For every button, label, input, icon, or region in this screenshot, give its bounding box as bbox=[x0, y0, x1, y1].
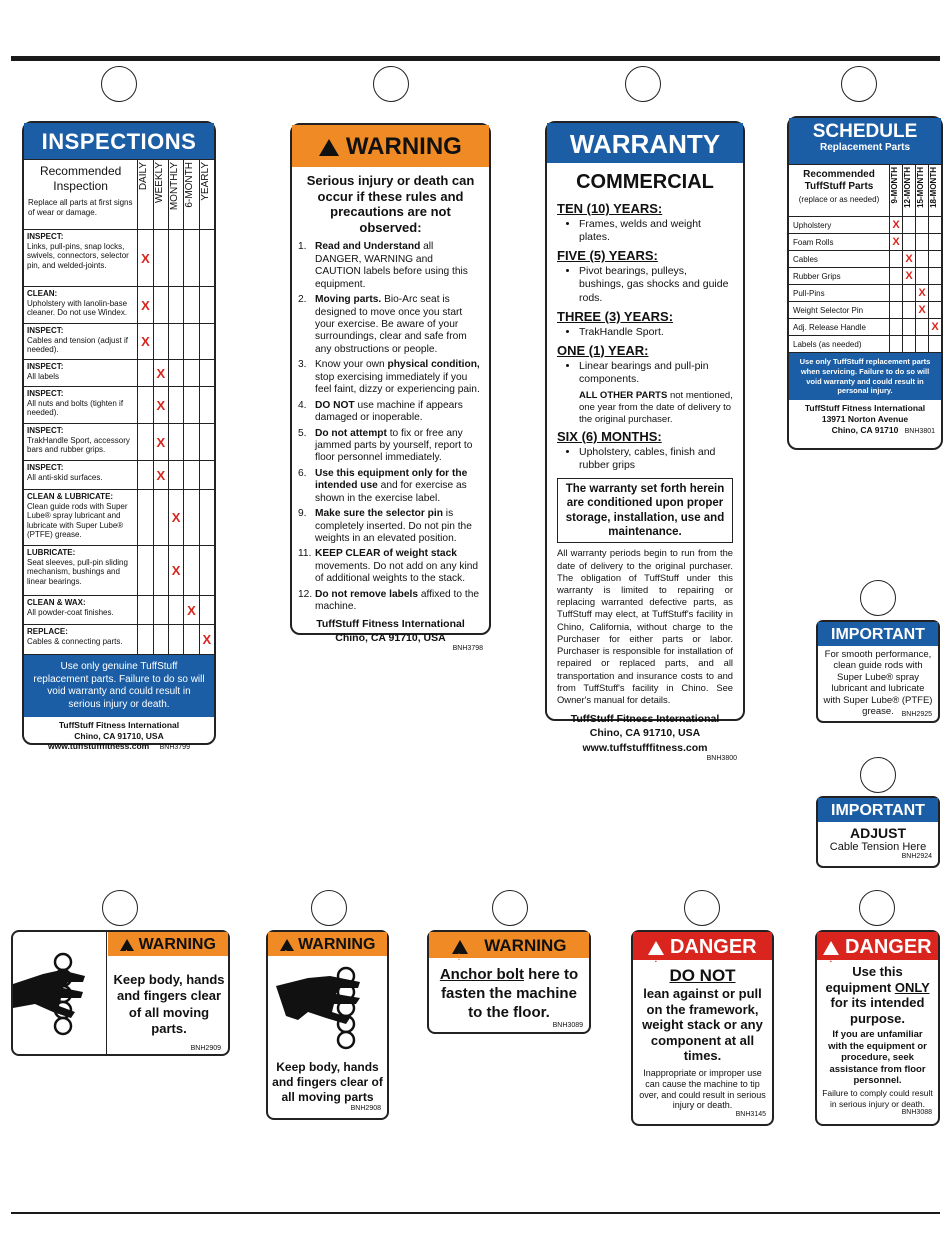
danger-lean-title: DO NOT bbox=[669, 966, 736, 985]
rule-text: affixed to the machine. bbox=[315, 588, 480, 613]
warning-body-tall-code: BNH2908 bbox=[350, 1105, 381, 1112]
table-row bbox=[24, 424, 214, 461]
row-label: CLEAN & WAX: bbox=[27, 598, 86, 607]
warning-rules-label bbox=[290, 123, 491, 652]
warranty-section-list bbox=[557, 265, 733, 304]
warning-rules-intro: Serious injury or death can occur if these rules and precautions are not observed: bbox=[306, 173, 475, 235]
row-text: Seat sleeves, pull-pin sliding mechanism, bushings and linear bearings. bbox=[27, 557, 128, 586]
danger-use-label bbox=[815, 930, 940, 1126]
inspections-address: Chino, CA 91710, USA bbox=[74, 730, 164, 741]
table-row bbox=[24, 596, 214, 625]
check-mark: X bbox=[202, 632, 212, 647]
check-mark: X bbox=[156, 397, 166, 413]
rule-text: all DANGER, WARNING and CAUTION labels before using this equipment. bbox=[315, 241, 468, 290]
rule-bold-text: Do not attempt bbox=[315, 427, 387, 439]
callout-circle bbox=[841, 66, 877, 102]
rule-bold-text: Do not remove labels bbox=[315, 588, 419, 600]
rule-number: 11. bbox=[298, 548, 312, 560]
rule-item bbox=[298, 294, 481, 356]
warranty-section-item: • Upholstery, cables, finish and rubber grips bbox=[579, 446, 733, 472]
danger-use-text-b: for its intended purpose. bbox=[830, 995, 925, 1026]
warranty-section-title: TEN (10) YEARS: bbox=[557, 201, 663, 216]
warranty-extra-text: not mentioned, one year from the date of delivery to the original purchaser. bbox=[579, 390, 733, 425]
table-row bbox=[24, 625, 214, 655]
rule-number: 1. bbox=[298, 241, 307, 253]
rule-bold-text: DO NOT bbox=[315, 399, 355, 411]
table-row bbox=[789, 217, 941, 234]
inspections-title: INSPECTIONS bbox=[24, 123, 214, 159]
table-row bbox=[24, 546, 214, 596]
schedule-label bbox=[787, 116, 943, 450]
danger-use-code: BNH3088 bbox=[901, 1108, 932, 1116]
row-label: Foam Rolls bbox=[789, 234, 890, 251]
callout-circle bbox=[625, 66, 661, 102]
warning-anchor-label bbox=[427, 930, 591, 1034]
table-row bbox=[24, 387, 214, 424]
rule-item bbox=[298, 428, 481, 465]
row-label: INSPECT: bbox=[27, 232, 64, 241]
rule-number: 3. bbox=[298, 359, 307, 371]
rule-bold-text: Make sure the selector pin bbox=[315, 508, 443, 520]
schedule-header-title: Recommended TuffStuff Parts bbox=[803, 169, 875, 192]
column-header-9-month: 9-MONTH bbox=[890, 167, 899, 204]
row-text: Cables & connecting parts. bbox=[27, 636, 123, 646]
inspections-header-title: Recommended Inspection bbox=[39, 164, 122, 193]
callout-circle bbox=[492, 890, 528, 926]
schedule-code: BNH3801 bbox=[904, 428, 935, 436]
rule-text: Know your own bbox=[315, 359, 388, 371]
check-mark: X bbox=[156, 467, 166, 483]
warranty-section-title: THREE (3) YEARS: bbox=[557, 308, 674, 324]
warranty-code: BNH3800 bbox=[706, 754, 737, 762]
important-adjust-code: BNH2924 bbox=[901, 853, 932, 860]
row-label: INSPECT: bbox=[27, 426, 64, 435]
warranty-section-item: • Frames, welds and weight plates. bbox=[579, 218, 733, 244]
check-mark: X bbox=[141, 250, 150, 266]
row-label: Adj. Release Handle bbox=[789, 319, 890, 336]
column-header-15-month: 15-MONTH bbox=[916, 167, 925, 208]
callout-circle bbox=[101, 66, 137, 102]
callout-circle bbox=[684, 890, 720, 926]
important-adjust-title: ADJUST bbox=[849, 825, 906, 841]
column-header-18-month: 18-MONTH bbox=[929, 167, 938, 208]
check-mark: X bbox=[156, 365, 166, 381]
warning-anchor-header: WARNING bbox=[484, 936, 567, 955]
danger-triangle-icon: ! bbox=[823, 941, 839, 955]
warranty-header: WARRANTY bbox=[547, 123, 743, 163]
warning-rules-company: TuffStuff Fitness International bbox=[316, 617, 465, 630]
danger-use-small: Failure to comply could result in serious injury or death. bbox=[822, 1088, 933, 1109]
important-lube-label bbox=[816, 620, 940, 723]
hand-pinch-icon bbox=[13, 932, 107, 1054]
row-label: CLEAN: bbox=[27, 289, 58, 298]
danger-lean-code: BNH3145 bbox=[735, 1111, 766, 1119]
schedule-address2: Chino, CA 91710 bbox=[831, 425, 899, 436]
row-label: Weight Selector Pin bbox=[789, 302, 890, 319]
danger-lean-label bbox=[631, 930, 774, 1126]
danger-triangle-icon: ! bbox=[648, 941, 664, 955]
rule-text: to fix or free any jammed parts by yourself, report to floor personnel immediately. bbox=[315, 427, 473, 464]
check-mark: X bbox=[141, 334, 150, 349]
column-header-12-month: 12-MONTH bbox=[903, 167, 912, 208]
rule-item bbox=[298, 589, 481, 614]
callout-circle bbox=[102, 890, 138, 926]
rule-text: is completely inserted. Do not pin the weights in an elevated position. bbox=[315, 508, 472, 544]
row-label: INSPECT: bbox=[27, 389, 64, 398]
row-label: INSPECT: bbox=[27, 463, 64, 472]
rule-number: 6. bbox=[298, 467, 307, 479]
danger-use-text-a: Use this equipment bbox=[825, 964, 903, 995]
row-label: Upholstery bbox=[789, 217, 890, 234]
table-row bbox=[24, 230, 214, 287]
warranty-address: Chino, CA 91710, USA bbox=[589, 727, 701, 740]
warranty-company: TuffStuff Fitness International bbox=[570, 713, 720, 726]
rule-text: Bio-Arc seat is designed to move once you start your exercise. Be aware of your surroundings, clear and safe from any obstructions or people. bbox=[315, 294, 467, 355]
column-header-yearly: YEARLY bbox=[199, 162, 211, 201]
warning-body-tall-header: WARNING bbox=[298, 936, 376, 953]
warning-rules-header-text: WARNING bbox=[345, 133, 462, 160]
warning-triangle-icon: ! bbox=[319, 139, 339, 156]
important-lube-header: IMPORTANT bbox=[818, 622, 938, 646]
row-label: Pull-Pins bbox=[789, 285, 890, 302]
check-mark: X bbox=[905, 270, 913, 282]
check-mark: X bbox=[141, 297, 150, 313]
inspections-header-cell bbox=[24, 160, 138, 230]
table-row bbox=[24, 461, 214, 490]
important-adjust-text: Cable Tension Here bbox=[829, 841, 927, 853]
warning-body-wide-label bbox=[11, 930, 230, 1056]
warranty-section-item: • Pivot bearings, pulleys, bushings, gas shocks and guide rods. bbox=[579, 265, 733, 304]
schedule-footer-warning: Use only TuffStuff replacement parts when servicing. Failure to do so will void warranty and could result in personal injury. bbox=[789, 353, 941, 400]
table-row bbox=[789, 302, 941, 319]
check-mark: X bbox=[171, 563, 181, 578]
rule-text: movements. Do not add on any kind of additional weights to the stack. bbox=[315, 560, 479, 585]
important-lube-code: BNH2925 bbox=[901, 711, 932, 719]
schedule-company: TuffStuff Fitness International bbox=[804, 403, 926, 413]
inspections-label bbox=[22, 121, 216, 752]
check-mark: X bbox=[892, 236, 900, 248]
warranty-section-list bbox=[557, 218, 733, 244]
table-row bbox=[789, 251, 941, 268]
column-header-6-month: 6-MONTH bbox=[184, 162, 196, 208]
rule-item bbox=[298, 359, 481, 396]
rule-number: 12. bbox=[298, 588, 313, 600]
check-mark: X bbox=[918, 304, 926, 316]
inspections-company: TuffStuff Fitness International bbox=[58, 720, 180, 730]
check-mark: X bbox=[156, 434, 166, 450]
callout-circle bbox=[311, 890, 347, 926]
table-row bbox=[789, 268, 941, 285]
row-label: REPLACE: bbox=[27, 627, 68, 636]
warranty-website: www.tuffstufffitness.com bbox=[582, 741, 708, 754]
warranty-extra-bold: ALL OTHER PARTS bbox=[579, 390, 668, 401]
schedule-header-note: (replace or as needed) bbox=[798, 195, 880, 204]
check-mark: X bbox=[187, 602, 196, 618]
schedule-header bbox=[789, 118, 941, 164]
warranty-section-title: ONE (1) YEAR: bbox=[557, 342, 649, 358]
important-adjust-label bbox=[816, 796, 940, 868]
rule-item bbox=[298, 548, 481, 585]
callout-circle bbox=[860, 757, 896, 793]
rule-bold-text: physical condition, bbox=[387, 359, 480, 371]
warning-triangle-icon: ! bbox=[452, 940, 468, 954]
row-label: CLEAN & LUBRICATE: bbox=[27, 492, 114, 501]
row-text: TrakHandle Sport, accessory bars and rubber grips. bbox=[27, 435, 130, 455]
warning-rules-address: Chino, CA 91710, USA bbox=[335, 631, 446, 644]
check-mark: X bbox=[918, 287, 926, 299]
warning-rules-header bbox=[292, 125, 489, 171]
warranty-conditions-box: The warranty set forth herein are conditioned upon proper storage, installation, use and maintenance. bbox=[557, 478, 733, 544]
rule-bold-text: Read and Understand bbox=[315, 241, 421, 253]
rule-item bbox=[298, 400, 481, 425]
callout-circle bbox=[859, 890, 895, 926]
callout-circle bbox=[860, 580, 896, 616]
rule-item bbox=[298, 241, 481, 291]
rule-number: 4. bbox=[298, 399, 307, 411]
warranty-label bbox=[545, 121, 745, 762]
callout-circle bbox=[373, 66, 409, 102]
row-label: Cables bbox=[789, 251, 890, 268]
table-row bbox=[24, 324, 214, 360]
rule-text: stop exercising immediately if you feel faint, dizzy or experiencing pain. bbox=[315, 371, 480, 396]
row-text: All nuts and bolts (tighten if needed). bbox=[27, 398, 124, 418]
schedule-subtitle: Replacement Parts bbox=[819, 141, 911, 153]
bottom-rule bbox=[11, 1212, 940, 1214]
row-text: Links, pull-pins, snap locks, swivels, connectors, selector pin, and welded-joints. bbox=[27, 241, 129, 270]
danger-lean-text: lean against or pull on the framework, weight stack or any component at all times. bbox=[642, 986, 763, 1064]
top-rule bbox=[11, 56, 940, 61]
warning-anchor-code: BNH3089 bbox=[552, 1022, 583, 1030]
warning-body-wide-header: WARNING bbox=[138, 936, 216, 953]
row-label: INSPECT: bbox=[27, 362, 64, 371]
inspections-footer-warning: Use only genuine TuffStuff replacement parts. Failure to do so will void warranty and could result in serious injury or death. bbox=[24, 655, 214, 717]
row-label: INSPECT: bbox=[27, 326, 64, 335]
important-adjust-header: IMPORTANT bbox=[818, 798, 938, 822]
warning-body-tall-text: Keep body, hands and fingers clear of all moving parts bbox=[272, 1060, 383, 1104]
warranty-section-list bbox=[557, 360, 733, 386]
column-header-weekly: WEEKLY bbox=[153, 162, 165, 203]
table-row bbox=[24, 287, 214, 324]
warning-anchor-text-underlined: Anchor bolt bbox=[439, 966, 524, 983]
warranty-body: All warranty periods begin to run from the date of delivery to the original purchaser. The obligation of TuffStuff under this warranty is limited to repairing or replacing warranted defective parts, as TuffStuff may elect, at TuffStuff's facility in Chino, California, without charge to the Purchaser for either parts or labor. Purchaser is responsible for installation of repaired or replaced parts, and all transportation and insurance costs to and from TuffStuff's facility in Chino. See Owner's manual for details. bbox=[557, 547, 733, 705]
column-header-monthly: MONTHLY bbox=[168, 162, 180, 211]
check-mark: X bbox=[171, 510, 181, 525]
inspections-table bbox=[24, 159, 214, 655]
warranty-section-item: • TrakHandle Sport. bbox=[579, 326, 733, 339]
danger-lean-small: Inappropriate or improper use can cause the machine to tip over, and could result in serious injury or death. bbox=[639, 1067, 766, 1111]
rule-number: 9. bbox=[298, 508, 307, 520]
check-mark: X bbox=[931, 321, 939, 333]
table-row bbox=[24, 360, 214, 387]
rule-text: and for exercise as shown in the exercise label. bbox=[315, 480, 467, 504]
danger-use-text-underlined: ONLY bbox=[894, 979, 930, 995]
row-text: All anti-skid surfaces. bbox=[27, 472, 103, 482]
warning-body-wide-text: Keep body, hands and fingers clear of all moving parts. bbox=[113, 972, 225, 1036]
danger-use-text2: If you are unfamiliar with the equipment or procedure, seek assistance from floor personnel. bbox=[828, 1029, 927, 1086]
row-label: Rubber Grips bbox=[789, 268, 890, 285]
warranty-section-item: • Linear bearings and pull-pin components. bbox=[579, 360, 733, 386]
row-text: All labels bbox=[27, 371, 60, 381]
inspections-code: BNH3799 bbox=[159, 744, 190, 752]
danger-use-header: DANGER bbox=[844, 936, 932, 958]
inspections-header-note: Replace all parts at first signs of wear or damage. bbox=[28, 198, 133, 217]
hand-pinch-icon bbox=[268, 956, 387, 1060]
warranty-section-title: SIX (6) MONTHS: bbox=[557, 428, 662, 444]
inspections-website: www.tuffstufffitness.com bbox=[48, 741, 150, 752]
table-row bbox=[24, 490, 214, 546]
warning-rules-code: BNH3798 bbox=[452, 644, 483, 652]
rule-text: use machine if appears damaged or inoperable. bbox=[315, 399, 463, 424]
warning-body-tall-label bbox=[266, 930, 389, 1120]
rule-bold-text: KEEP CLEAR of weight stack bbox=[315, 548, 457, 560]
rule-item bbox=[298, 468, 481, 505]
warranty-section-list bbox=[557, 446, 733, 472]
important-lube-text: For smooth performance, clean guide rods with Super Lube® spray lubricant and lubricate with Super Lube® (PTFE) grease. bbox=[823, 649, 933, 717]
schedule-table bbox=[789, 164, 941, 353]
warranty-section-list bbox=[557, 326, 733, 339]
table-row bbox=[789, 336, 941, 353]
rule-bold-text: Moving parts. bbox=[315, 294, 382, 306]
column-header-daily: DAILY bbox=[138, 162, 150, 191]
warranty-subtitle: COMMERCIAL bbox=[576, 171, 714, 193]
rule-item bbox=[298, 508, 481, 545]
row-text: Upholstery with lanolin-base cleaner. Do not use Windex. bbox=[27, 298, 128, 318]
warranty-section-title: FIVE (5) YEARS: bbox=[557, 248, 658, 264]
row-text: Clean guide rods with Super Lube® spray lubricant and lubricate with Super Lube® (PTFE) grease. bbox=[27, 501, 128, 540]
rule-number: 5. bbox=[298, 427, 307, 439]
schedule-address1: 13971 Norton Avenue bbox=[821, 414, 909, 425]
danger-lean-header: DANGER bbox=[669, 936, 757, 958]
check-mark: X bbox=[892, 219, 900, 231]
warning-triangle-icon: ! bbox=[280, 939, 294, 951]
rule-bold-text: Use this equipment only for the intended use bbox=[315, 467, 468, 492]
check-mark: X bbox=[905, 253, 913, 265]
rule-number: 2. bbox=[298, 294, 307, 306]
warranty-sections bbox=[547, 201, 743, 472]
row-text: Cables and tension (adjust if needed). bbox=[27, 335, 128, 355]
warning-triangle-icon: ! bbox=[120, 939, 134, 951]
row-label: Labels (as needed) bbox=[789, 336, 890, 353]
warning-body-wide-code: BNH2909 bbox=[190, 1045, 221, 1052]
warning-rules-list bbox=[292, 241, 489, 613]
table-row bbox=[789, 285, 941, 302]
row-label: LUBRICATE: bbox=[27, 548, 76, 557]
row-text: All powder-coat finishes. bbox=[27, 607, 114, 617]
warning-anchor-text: here to fasten the machine to the floor. bbox=[441, 966, 579, 1021]
table-row bbox=[789, 319, 941, 336]
table-row bbox=[789, 234, 941, 251]
schedule-title: SCHEDULE bbox=[812, 121, 918, 142]
